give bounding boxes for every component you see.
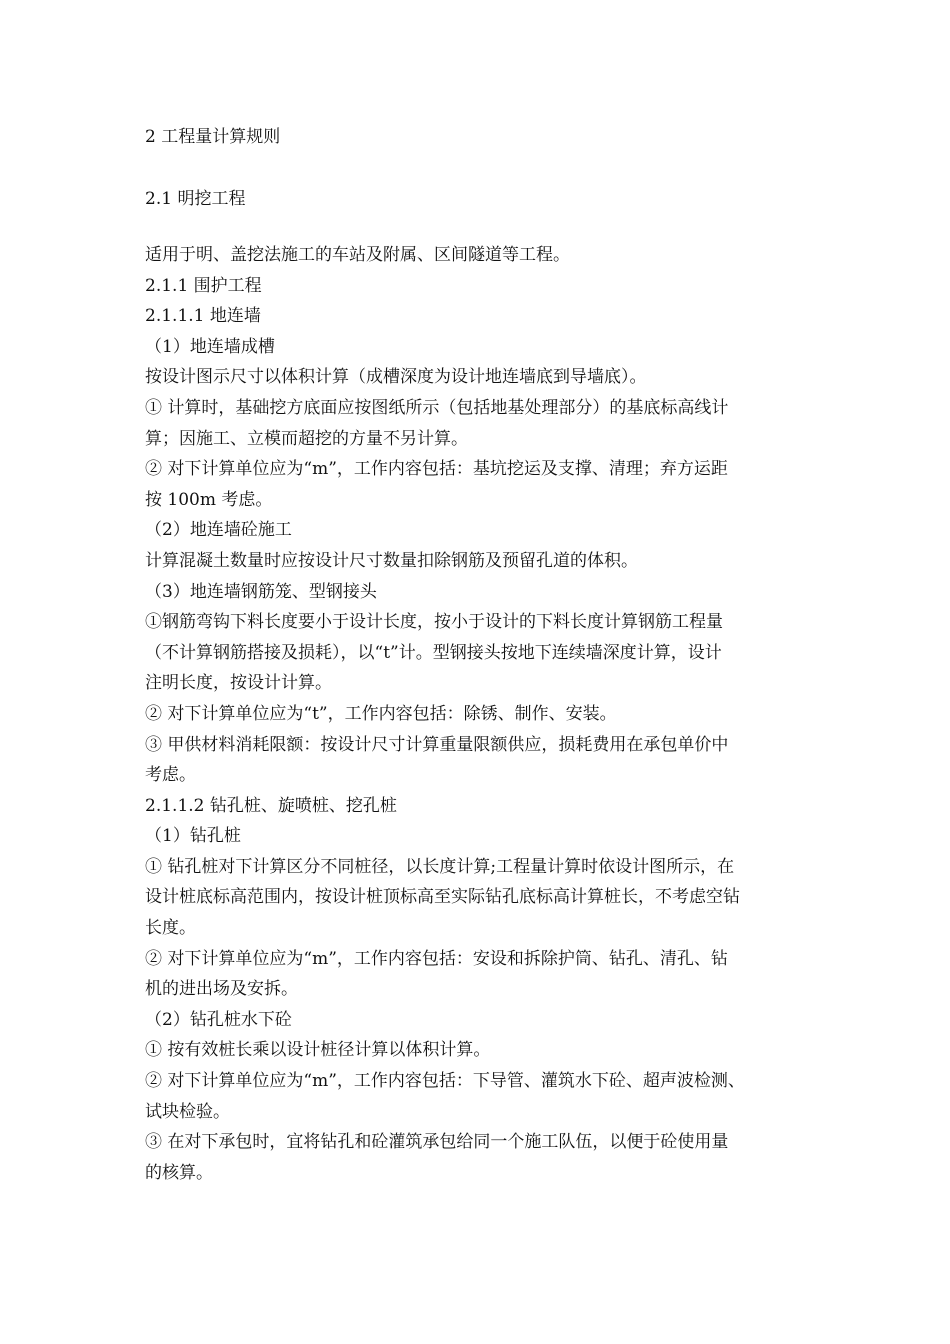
text-line: 按设计图示尺寸以体积计算（成槽深度为设计地连墙底到导墙底）。 (145, 367, 647, 388)
text-line: ③ 甲供材料消耗限额：按设计尺寸计算重量限额供应，损耗费用在承包单价中 (145, 734, 729, 755)
text-line: ①钢筋弯钩下料长度要小于设计长度，按小于设计的下料长度计算钢筋工程量 (145, 612, 723, 633)
text-line: ① 按有效桩长乘以设计桩径计算以体积计算。 (145, 1040, 491, 1061)
text-line: 的核算。 (145, 1162, 213, 1183)
text-line: ① 钻孔桩对下计算区分不同桩径，以长度计算;工程量计算时依设计图所示，在 (145, 856, 735, 877)
text-line: ② 对下计算单位应为“t”，工作内容包括：除锈、制作、安装。 (145, 703, 617, 724)
text-line: （3）地连墙钢筋笼、型钢接头 (145, 581, 377, 602)
text-line: （不计算钢筋搭接及损耗），以“t”计。型钢接头按地下连续墙深度计算，设计 (145, 642, 722, 663)
section-heading: 2 工程量计算规则 (145, 127, 281, 147)
text-line: ② 对下计算单位应为“m”，工作内容包括：基坑挖运及支撑、清理；弃方运距 (145, 459, 728, 480)
subsection-heading: 2.1 明挖工程 (145, 189, 246, 209)
text-line: ② 对下计算单位应为“m”，工作内容包括：安设和拆除护筒、钻孔、清孔、钻 (145, 948, 728, 969)
text-line: （1）地连墙成槽 (145, 336, 275, 357)
text-line: 注明长度，按设计计算。 (145, 673, 332, 694)
text-line: （2）钻孔桩水下砼 (145, 1009, 292, 1030)
text-line: 长度。 (145, 918, 196, 939)
body-text (145, 240, 813, 1188)
text-line: 2.1.1.1 地连墙 (145, 306, 261, 327)
text-line: 考虑。 (145, 765, 196, 786)
text-line: 2.1.1.2 钻孔桩、旋喷桩、挖孔桩 (145, 795, 397, 816)
text-line: （1）钻孔桩 (145, 826, 241, 847)
text-line: 试块检验。 (145, 1101, 230, 1122)
text-line: 机的进出场及安拆。 (145, 979, 298, 1000)
text-line: 计算混凝土数量时应按设计尺寸数量扣除钢筋及预留孔道的体积。 (145, 550, 638, 571)
text-line: 设计桩底标高范围内，按设计桩顶标高至实际钻孔底标高计算桩长，不考虑空钻 (145, 887, 740, 908)
text-line: ② 对下计算单位应为“m”，工作内容包括：下导管、灌筑水下砼、超声波检测、 (145, 1071, 745, 1092)
text-line: ③ 在对下承包时，宜将钻孔和砼灌筑承包给同一个施工队伍，以便于砼使用量 (145, 1132, 729, 1153)
text-line: 2.1.1 围护工程 (145, 275, 262, 296)
text-line: 算；因施工、立模而超挖的方量不另计算。 (145, 428, 468, 449)
text-line: 按 100m 考虑。 (145, 489, 273, 510)
text-line: 适用于明、盖挖法施工的车站及附属、区间隧道等工程。 (145, 245, 570, 265)
text-line: （2）地连墙砼施工 (145, 520, 292, 541)
text-line: ① 计算时，基础挖方底面应按图纸所示（包括地基处理部分）的基底标高线计 (145, 397, 729, 418)
